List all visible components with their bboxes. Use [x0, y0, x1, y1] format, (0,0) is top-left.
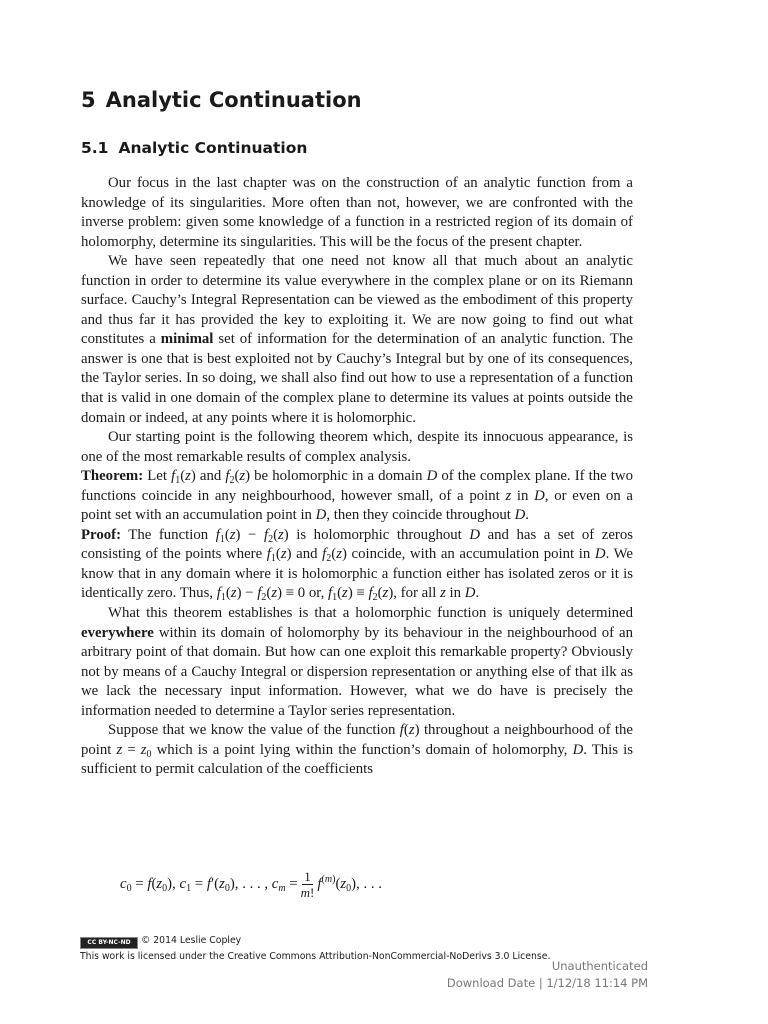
- chapter-heading: [81, 88, 362, 112]
- paragraph-starting-point: Our starting point is the following theorem which, despite its innocuous appearance, is one of the most remarkable results of complex analysis.: [81, 429, 633, 465]
- copyright-text: © 2014 Leslie Copley: [141, 935, 242, 946]
- theorem: Theorem: Let $f_1(z)$ and $f_2(z)$ be holomorphic in a domain D of the complex plane. If the two functions coincide in any neighbourhood, however small, of a point z in D, or even on a point set with an accumulation point in D, then they coincide throughout D.: [81, 468, 633, 524]
- coefficient-formula: $c_0 = f(z_0)$, $c_1 = f'(z_0)$, . . . , $c_m$ = $\frac{1}{m!}$ $f^{(m)}(z_0)$, . . .: [120, 869, 382, 900]
- paragraph-taylor-setup: Suppose that we know the value of the function f(z) throughout a neighbourhood of the point $z = z_0$ which is a point lying within the function’s domain of holomorphy, D. This is sufficient to permit calculation of the coefficients: [81, 722, 633, 778]
- cc-license-badge[interactable]: CC BY-NC-ND: [80, 937, 138, 949]
- chapter-title: Analytic Continuation: [105, 88, 362, 112]
- fraction: $\frac{1}{m!}$: [300, 869, 315, 900]
- paragraph-motivation: We have seen repeatedly that one need not know all that much about an analytic function in order to determine its value everywhere in the complex plane or on its Riemann surface. Cauchy’s Integral Representation can be viewed as the embodiment of this property and thus far it has provided the key to exploiting it. We are now going to find out what constitutes a minimal set of information for the determination of an analytic function. The answer is one that is best exploited not by Cauchy’s Integral but by one of its consequences, the Taylor series. In so doing, we shall also find out how to use a representation of a function that is valid in one domain of the complex plane to determine its values at points outside the domain or indeed, at any points where it is holomorphic.: [81, 253, 633, 426]
- download-date: Download Date | 1/12/18 11:14 PM: [446, 976, 648, 990]
- section-number: 5.1: [81, 139, 109, 157]
- auth-status: Unauthenticated: [551, 959, 648, 973]
- body-text: [81, 174, 633, 780]
- paragraph-intro: Our focus in the last chapter was on the construction of an analytic function from a knowledge of its singularities. More often than not, however, we are confronted with the inverse problem: given some knowledge of a function in a restricted region of its domain of holomorphy, determine its singularities. This will be the focus of the present chapter.: [81, 175, 633, 250]
- download-watermark: [447, 958, 648, 992]
- license-text: This work is licensed under the Creative Commons Attribution-NonCommercial-NoDerivs 3.0 License.: [80, 951, 551, 962]
- section-heading: [81, 139, 307, 157]
- proof-label: Proof:: [81, 526, 121, 543]
- proof: Proof: The function $f_1(z) - f_2(z)$ is holomorphic throughout D and has a set of zeros consisting of the points where $f_1(z)$ and $f_2(z)$ coincide, with an accumulation point in D. We know that in any domain where it is holomorphic a function either has isolated zeros or it is identically zero. Thus, $f_1(z) - f_2(z) \equiv 0$ or, $f_1(z) \equiv f_2(z)$, for all z in D.: [81, 526, 633, 604]
- section-title: Analytic Continuation: [118, 139, 308, 157]
- emphasis-minimal: minimal: [160, 331, 214, 348]
- emphasis-everywhere: everywhere: [81, 624, 154, 641]
- theorem-label: Theorem:: [81, 468, 144, 485]
- chapter-number: 5: [81, 88, 96, 112]
- paragraph-uniqueness: What this theorem establishes is that a holomorphic function is uniquely determined everywhere within its domain of holomorphy by its behaviour in the neighbourhood of an arbitrary point of that domain. But how can one exploit this remarkable property? Obviously not by means of a Cauchy Integral or dispersion representation or anything else of that ilk as we lack the necessary input information. However, what we do have is precisely the information needed to determine a Taylor series representation.: [81, 605, 633, 719]
